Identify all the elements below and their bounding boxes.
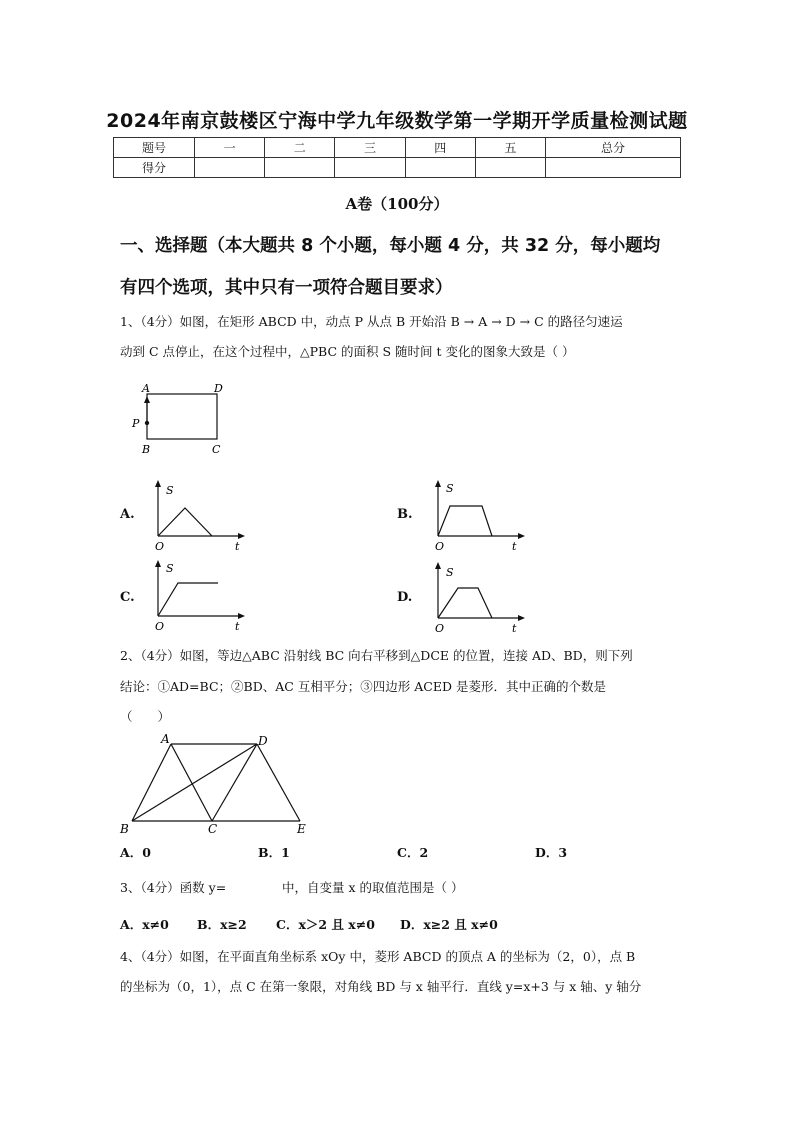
q1-text-line2: 动到 C 点停止，在这个过程中，△PBC 的面积 S 随时间 t 变化的图象大致是（ ） xyxy=(120,344,575,359)
axis-s: S xyxy=(166,484,174,497)
axis-t: t xyxy=(235,620,240,633)
axis-t: t xyxy=(512,622,517,635)
q2-text-line3: （ ） xyxy=(120,709,171,724)
label-d: D xyxy=(214,382,223,395)
score-table xyxy=(113,137,681,178)
q2-triangle-figure xyxy=(115,730,320,840)
axis-o: O xyxy=(155,620,165,633)
q1-option-c-graph[interactable] xyxy=(150,558,250,633)
q4-text-line2: 的坐标为（0，1），点 C 在第一象限，对角线 BD 与 x 轴平行．直线 y=x+3 与 x 轴、y 轴分 xyxy=(120,979,642,994)
y-arrow-icon xyxy=(155,480,161,487)
score-header-cell: 二 xyxy=(265,138,335,158)
part1-heading-line2: 有四个选项，其中只有一项符合题目要求） xyxy=(120,278,453,298)
graph-curve xyxy=(438,506,492,536)
axis-t: t xyxy=(512,540,517,553)
axis-o: O xyxy=(435,622,445,635)
score-cell[interactable] xyxy=(546,158,681,178)
q1-option-a-graph[interactable] xyxy=(150,478,250,553)
x-arrow-icon xyxy=(518,615,525,621)
graph-curve xyxy=(158,583,218,616)
axis-o: O xyxy=(435,540,445,553)
x-arrow-icon xyxy=(238,613,245,619)
graph-curve xyxy=(158,508,212,536)
y-arrow-icon xyxy=(155,560,161,567)
score-cell[interactable] xyxy=(475,158,545,178)
score-table-score-row xyxy=(114,158,681,178)
label-c: C xyxy=(208,822,218,836)
point-p xyxy=(145,421,149,425)
line-bd xyxy=(132,744,257,821)
score-cell[interactable] xyxy=(405,158,475,178)
axis-t: t xyxy=(235,540,240,553)
q1-option-c-label: C. xyxy=(120,590,135,605)
q1-option-d-label: D. xyxy=(397,590,413,605)
q1-option-b-label: B. xyxy=(397,507,413,522)
line-dc xyxy=(212,744,257,821)
page-title: 2024年南京鼓楼区宁海中学九年级数学第一学期开学质量检测试题 xyxy=(106,110,688,132)
q2-option-b[interactable]: B．1 xyxy=(258,845,290,860)
q3-text-before: 3、（4分）函数 y= xyxy=(120,880,227,895)
arrow-up-icon xyxy=(144,396,150,403)
q3-text-after: 中，自变量 x 的取值范围是（ ） xyxy=(282,880,464,895)
q2-option-a[interactable]: A．0 xyxy=(120,845,151,860)
score-header-cell: 五 xyxy=(475,138,545,158)
x-arrow-icon xyxy=(238,533,245,539)
q1-option-a-label: A. xyxy=(120,507,135,522)
q1-rectangle-figure xyxy=(125,380,235,460)
axis-s: S xyxy=(446,566,454,579)
score-cell[interactable] xyxy=(195,158,265,178)
graph-curve xyxy=(438,588,492,618)
label-e: E xyxy=(297,822,306,836)
q2-option-d[interactable]: D．3 xyxy=(535,845,568,860)
y-arrow-icon xyxy=(435,480,441,487)
q3-option-b[interactable]: B．x≥2 xyxy=(197,917,247,932)
q2-text-line1: 2、（4分）如图，等边△ABC 沿射线 BC 向右平移到△DCE 的位置，连接 AD、BD，则下列 xyxy=(120,648,633,663)
rectangle-abcd xyxy=(147,394,217,439)
section-a-heading: A卷（100分） xyxy=(345,195,449,213)
score-row-label: 得分 xyxy=(114,158,195,178)
axis-s: S xyxy=(446,482,454,495)
label-d: D xyxy=(258,734,268,748)
x-arrow-icon xyxy=(518,533,525,539)
q4-text-line1: 4、（4分）如图，在平面直角坐标系 xOy 中，菱形 ABCD 的顶点 A 的坐标为（2，0），点 B xyxy=(120,949,636,964)
label-b: B xyxy=(120,822,129,836)
label-b: B xyxy=(142,443,151,456)
score-cell[interactable] xyxy=(335,158,405,178)
label-c: C xyxy=(212,443,221,456)
q1-option-d-graph[interactable] xyxy=(430,560,530,635)
q1-option-b-graph[interactable] xyxy=(430,478,530,553)
score-cell[interactable] xyxy=(265,158,335,178)
score-header-cell: 一 xyxy=(195,138,265,158)
axis-s: S xyxy=(166,562,174,575)
score-table-header-row xyxy=(114,138,681,158)
q3-option-a[interactable]: A．x≠0 xyxy=(120,917,169,932)
score-header-cell: 四 xyxy=(405,138,475,158)
q3-option-d[interactable]: D．x≥2 且 x≠0 xyxy=(400,917,498,932)
label-a: A xyxy=(161,732,170,746)
label-a: A xyxy=(142,382,150,395)
part1-heading-line1: 一、选择题（本大题共 8 个小题，每小题 4 分，共 32 分，每小题均 xyxy=(120,236,661,256)
line-ac xyxy=(171,744,212,821)
line-de xyxy=(257,744,300,821)
q1-text-line1: 1、（4分）如图，在矩形 ABCD 中，动点 P 从点 B 开始沿 B → A → D → C 的路径匀速运 xyxy=(120,314,623,329)
y-arrow-icon xyxy=(435,562,441,569)
q3-option-c[interactable]: C．x＞2 且 x≠0 xyxy=(276,917,375,932)
q2-text-line2: 结论：①AD=BC；②BD、AC 互相平分；③四边形 ACED 是菱形．其中正确的个数是 xyxy=(120,679,606,694)
label-p: P xyxy=(132,417,140,430)
score-header-cell: 三 xyxy=(335,138,405,158)
axis-o: O xyxy=(155,540,165,553)
score-header-cell: 总分 xyxy=(546,138,681,158)
q2-option-c[interactable]: C．2 xyxy=(397,845,429,860)
score-header-cell: 题号 xyxy=(114,138,195,158)
